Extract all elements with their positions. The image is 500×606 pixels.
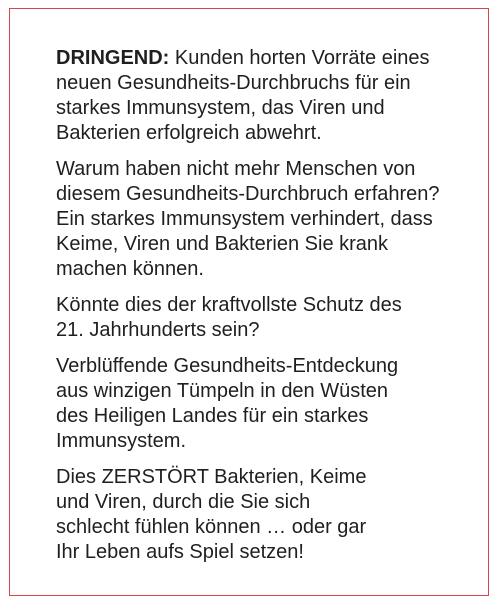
paragraph-question: Warum haben nicht mehr Menschen von diesem Gesundheits-Durchbruch erfahren? Ein starkes Immunsystem verhindert, dass Keime, Viren und Bakterien Sie krank machen können. (56, 158, 440, 280)
paragraph-century: Könnte dies der kraftvollste Schutz des 21. Jahrhunderts sein? (56, 294, 402, 341)
urgent-lead: DRINGEND: (56, 47, 170, 69)
document-body (56, 46, 476, 576)
paragraph-destroys: Dies ZERSTÖRT Bakterien, Keime und Viren, durch die Sie sich schlecht fühlen können … oder gar Ihr Leben aufs Spiel setzen! (56, 466, 367, 563)
paragraph-discovery: Verblüffende Gesundheits-Entdeckung aus winzigen Tümpeln in den Wüsten des Heiligen Landes für ein starkes Immunsystem. (56, 355, 399, 452)
paragraph-urgent (56, 46, 476, 146)
paragraph-text: Kunden horten Vorräte eines neuen Gesundheits-Durchbruchs für ein starkes Immunsystem, das Viren und Bakterien erfolgreich abwehrt. (56, 47, 430, 144)
